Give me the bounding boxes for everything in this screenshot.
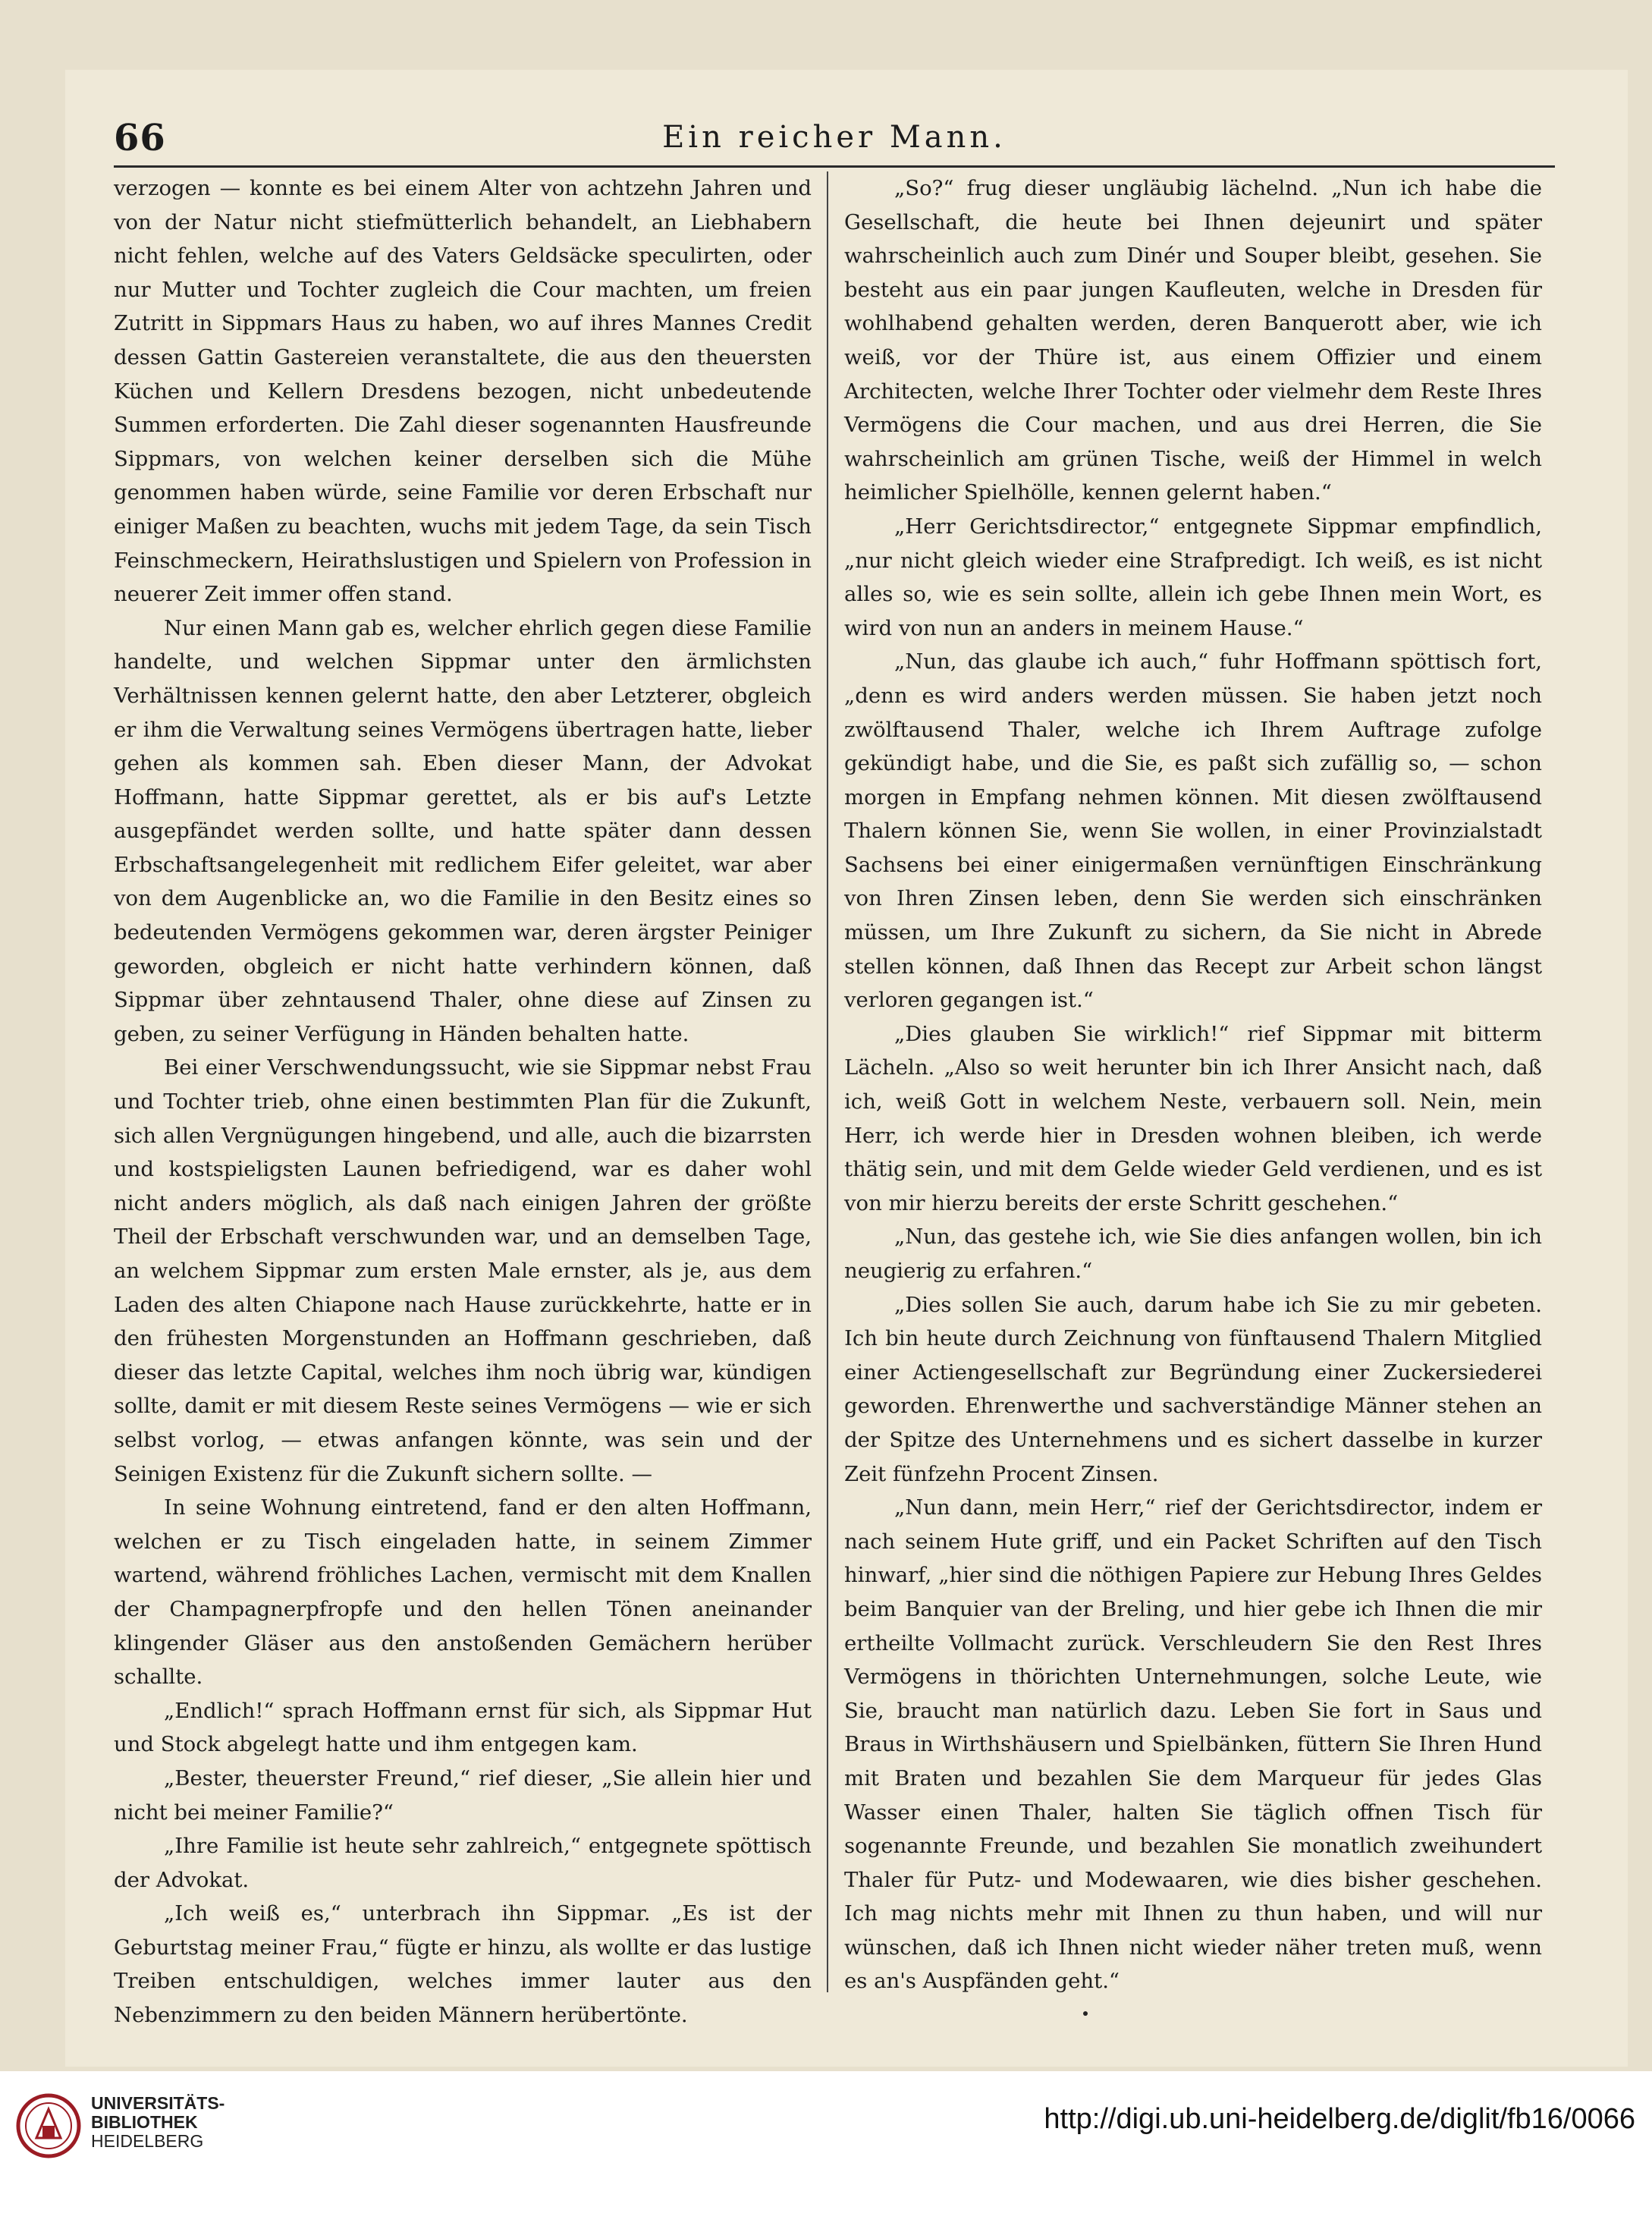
paragraph: „Dies glauben Sie wirklich!“ rief Sippmar mit bitterm Lächeln. „Also so weit herunter bin ich Ihrer Ansicht nach, daß ich, weiß Gott in welchem Neste, verbauern soll. Nein, mein Herr, ich werde hier in Dresden wohnen bleiben, ich werde thätig sein, und mit dem Gelde wieder Geld verdienen, und es ist von mir hierzu bereits der erste Schritt geschehen.“ [844, 1021, 1542, 1215]
column-divider [827, 171, 828, 1992]
library-name-line: BIBLIOTHEK [91, 2112, 198, 2132]
library-name-line: UNIVERSITÄTS- [91, 2093, 225, 2113]
paragraph: Bei einer Verschwendungssucht, wie sie Sippmar nebst Frau und Tochter trieb, ohne einen bestimmten Plan für die Zukunft, sich allen Vergnügungen hingebend, und alle, auch die bizarrsten und kostspieligsten Launen befriedigend, war es daher wohl nicht anders möglich, als daß nach einigen Jahren der größte Theil der Erbschaft verschwunden war, und an demselben Tage, an welchem Sippmar zum ersten Male ernster, als je, aus dem Laden des alten Chiapone nach Hause zurückkehrte, hatte er in den frühesten Morgenstunden an Hoffmann geschrieben, daß dieser das letzte Capital, welches ihm noch übrig war, kündigen sollte, damit er mit diesem Reste seines Vermögens — wie er sich selbst vorlog, — etwas anfangen könnte, was sein und der Seinigen Existenz für die Zukunft sichern sollte. — [114, 1055, 812, 1486]
paragraph: verzogen — konnte es bei einem Alter von achtzehn Jahren und von der Natur nicht stiefmütterlich behandelt, an Liebhabern nicht fehlen, welche auf des Vaters Geldsäcke speculirten, oder nur Mutter und Tochter zugleich die Cour machten, um freien Zutritt in Sippmars Haus zu haben, wo auf ihres Mannes Credit dessen Gattin Gastereien veranstaltete, die aus den theuersten Küchen und Kellern Dresdens bezogen, nicht unbedeutende Summen erforderten. Die Zahl dieser sogenannten Hausfreunde Sippmars, von welchen keiner derselben sich die Mühe genommen haben würde, seine Familie vor deren Erbschaft nur einiger Maßen zu beachten, wuchs mit jedem Tage, da sein Tisch Feinschmeckern, Heirathslustigen und Spielern von Profession in neuerer Zeit immer offen stand. [114, 176, 812, 607]
page-number: 66 [114, 117, 166, 159]
university-seal-icon[interactable] [14, 2091, 83, 2174]
document-url-link[interactable]: http://digi.ub.uni-heidelberg.de/diglit/fb16/0066 [1044, 2103, 1635, 2135]
right-column [844, 171, 1542, 1998]
paragraph: „Nun, das gestehe ich, wie Sie dies anfangen wollen, bin ich neugierig zu erfahren.“ [844, 1225, 1542, 1283]
paragraph: „Dies sollen Sie auch, darum habe ich Sie zu mir gebeten. Ich bin heute durch Zeichnung von fünftausend Thalern Mitglied einer Actiengesellschaft zur Begründung einer Zuckersiederei geworden. Ehrenwerthe und sachverständige Männer stehen an der Spitze des Unternehmens und es sichert dasselbe in kurzer Zeit fünfzehn Procent Zinsen. [844, 1292, 1542, 1486]
paragraph: „Endlich!“ sprach Hoffmann ernst für sich, als Sippmar Hut und Stock abgelegt hatte und ihm entgegen kam. [114, 1698, 812, 1757]
paragraph: „Bester, theuerster Freund,“ rief dieser, „Sie allein hier und nicht bei meiner Familie?“ [114, 1765, 812, 1825]
viewer-footer [0, 2071, 1652, 2229]
paragraph: „Ich weiß es,“ unterbrach ihn Sippmar. „Es ist der Geburtstag meiner Frau,“ fügte er hinzu, als wollte er das lustige Treiben entschuldigen, welches immer lauter aus den Nebenzimmern zu den beiden Männern herübertönte. [114, 1901, 812, 2028]
paragraph: „Nun, das glaube ich auch,“ fuhr Hoffmann spöttisch fort, „denn es wird anders werden müssen. Sie haben jetzt noch zwölftausend Thaler, welche ich Ihrem Auftrage zufolge gekündigt habe, und die Sie, es paßt sich zufällig so, — schon morgen in Empfang nehmen können. Mit diesen zwölftausend Thalern können Sie, wenn Sie wollen, in einer Provinzialstadt Sachsens bei einer einigermaßen vernünftigen Einschränkung von Ihren Zinsen leben, denn Sie werden sich einschränken müssen, um Ihre Zukunft zu sichern, da Sie nicht in Abrede stellen können, daß Ihnen das Recept zur Arbeit schon längst verloren gegangen ist.“ [844, 649, 1542, 1013]
paragraph: „Ihre Familie ist heute sehr zahlreich,“ entgegnete spöttisch der Advokat. [114, 1834, 812, 1892]
section-end-dot [1083, 2011, 1088, 2016]
paragraph: In seine Wohnung eintretend, fand er den alten Hoffmann, welchen er zu Tisch eingeladen hatte, in seinem Zimmer wartend, während fröhliches Lachen, vermischt mit dem Knallen der Champagnerpfropfe und den hellen Tönen aneinander klingender Gläser aus den anstoßenden Gemächern herüber schallte. [114, 1495, 812, 1690]
paragraph: „Nun dann, mein Herr,“ rief der Gerichtsdirector, indem er nach seinem Hute griff, und ein Packet Schriften auf den Tisch hinwarf, „hier sind die nöthigen Papiere zur Hebung Ihres Geldes beim Banquier van der Breling, und hier gebe ich Ihnen die mir ertheilte Vollmacht zurück. Verschleudern Sie den Rest Ihres Vermögens in thörichten Unternehmungen, solche Leute, wie Sie, braucht man natürlich dazu. Leben Sie fort in Saus und Braus in Wirthshäusern und Spielbänken, füttern Sie Ihren Hund mit Braten und bezahlen Sie dem Marqueur für jedes Glas Wasser einen Thaler, halten Sie täglich offnen Tisch für sogenannte Freunde, und bezahlen Sie monatlich zweihundert Thaler für Putz- und Modewaaren, wie dies bisher geschehen. Ich mag nichts mehr mit Ihnen zu thun haben, und will nur wünschen, daß ich Ihnen nicht wieder näher treten muß, wenn es an's Auspfänden geht.“ [844, 1495, 1542, 1994]
paragraph: Nur einen Mann gab es, welcher ehrlich gegen diese Familie handelte, und welchen Sippmar unter den ärmlichsten Verhältnissen kennen gelernt hatte, den aber Letzterer, obgleich er ihm die Verwaltung seines Vermögens übertragen hatte, lieber gehen als kommen sah. Eben dieser Mann, der Advokat Hoffmann, hatte Sippmar gerettet, als er bis auf's Letzte ausgepfändet werden sollte, und hatte später dann dessen Erbschaftsangelegenheit mit redlichem Eifer geleitet, war aber von dem Augenblicke an, wo die Familie in den Besitz eines so bedeutenden Vermögens gekommen war, deren ärgster Peiniger geworden, obgleich er nicht hatte verhindern können, daß Sippmar über zehntausend Thaler, ohne diese auf Zinsen zu geben, zu seiner Verfügung in Händen behalten hatte. [114, 615, 812, 1046]
header-rule [114, 165, 1555, 168]
left-column [114, 171, 812, 2033]
page-header [114, 112, 1555, 173]
running-title: Ein reicher Mann. [662, 120, 1007, 155]
library-name-line: HEIDELBERG [91, 2131, 204, 2151]
paragraph: „Herr Gerichtsdirector,“ entgegnete Sippmar empfindlich, „nur nicht gleich wieder eine Strafpredigt. Ich weiß, es ist nicht alles so, wie es sein sollte, allein ich gebe Ihnen mein Wort, es wird von nun an anders in meinem Hause.“ [844, 514, 1542, 640]
library-name[interactable] [91, 2094, 225, 2151]
paragraph: „So?“ frug dieser ungläubig lächelnd. „Nun ich habe die Gesellschaft, die heute bei Ihnen dejeunirt und später wahrscheinlich auch zum Dinér und Souper bleibt, gesehen. Sie besteht aus ein paar jungen Kaufleuten, welche in Dresden für wohlhabend gehalten werden, deren Banquerott aber, wie ich weiß, vor der Thüre ist, aus einem Offizier und einem Architecten, welche Ihrer Tochter oder vielmehr dem Reste Ihres Vermögens die Cour machen, und aus drei Herren, die Sie wahrscheinlich am grünen Tische, weiß der Himmel in welch heimlicher Spielhölle, kennen gelernt haben.“ [844, 176, 1542, 505]
